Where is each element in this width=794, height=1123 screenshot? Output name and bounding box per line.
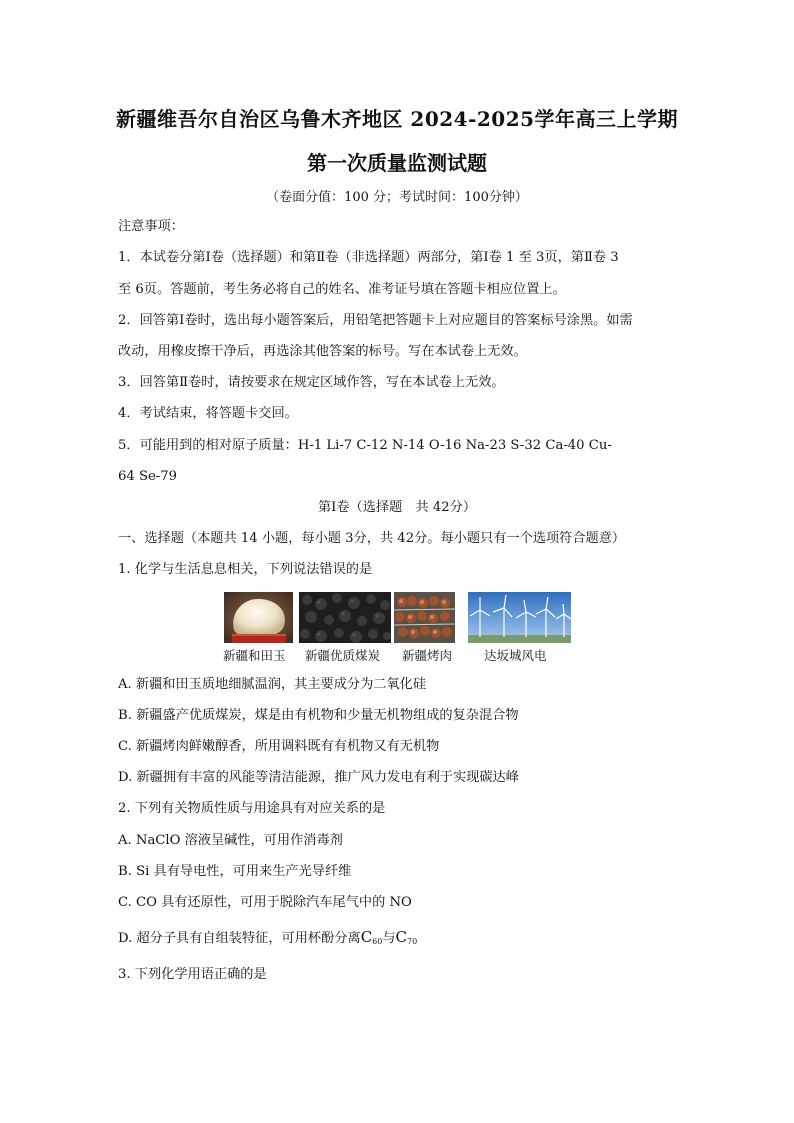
caption-jade: 新疆和田玉 xyxy=(223,648,286,663)
note-line: 4．考试结束，将答题卡交回。 xyxy=(118,406,298,421)
carbon-symbol: C xyxy=(360,928,373,946)
option-d-text: D. 超分子具有自组装特征，可用杯酚分离 xyxy=(118,931,361,946)
kebab-image xyxy=(394,592,455,643)
note-line: 改动，用橡皮擦干净后，再选涂其他答案的标号。写在本试卷上无效。 xyxy=(118,344,527,359)
question-1-option-d: D. 新疆拥有丰富的风能等清洁能源，推广风力发电有利于实现碳达峰 xyxy=(118,770,519,785)
question-2-stem: 2. 下列有关物质性质与用途具有对应关系的是 xyxy=(118,801,386,816)
question-2-option-a: A. NaClO 溶液呈碱性，可用作消毒剂 xyxy=(118,833,343,848)
caption-coal: 新疆优质煤炭 xyxy=(305,648,381,663)
note-line: 3．回答第Ⅱ卷时，请按要求在规定区域作答，写在本试卷上无效。 xyxy=(118,375,505,390)
jade-image xyxy=(224,592,293,643)
question-3-stem: 3. 下列化学用语正确的是 xyxy=(118,967,267,982)
note-line: 64 Se-79 xyxy=(118,469,178,484)
question-2-option-b: B. Si 具有导电性，可用来生产光导纤维 xyxy=(118,864,352,879)
question-1-option-b: B. 新疆盛产优质煤炭，煤是由有机物和少量无机物组成的复杂混合物 xyxy=(118,708,519,723)
exam-title-line2: 第一次质量监测试题 xyxy=(307,151,487,175)
caption-wind-power: 达坂城风电 xyxy=(484,648,547,663)
wind-farm-image xyxy=(468,592,571,643)
question-1-option-a: A. 新疆和田玉质地细腻温润，其主要成分为二氧化硅 xyxy=(118,677,427,692)
option-d-connector: 与 xyxy=(382,931,396,946)
c60-subscript: 60 xyxy=(372,937,383,946)
section-instruction: 一、选择题（本题共 14 小题，每小题 3分，共 42分。每小题只有一个选项符合题意） xyxy=(118,531,626,546)
question-1-option-c: C. 新疆烤肉鲜嫩醇香，所用调料既有有机物又有无机物 xyxy=(118,739,440,754)
coal-image xyxy=(299,592,391,643)
note-line: 1．本试卷分第Ⅰ卷（选择题）和第Ⅱ卷（非选择题）两部分，第Ⅰ卷 1 至 3页，第Ⅱ卷 3 xyxy=(118,250,619,265)
note-line: 2．回答第Ⅰ卷时，选出每小题答案后，用铅笔把答题卡上对应题目的答案标号涂黑。如需 xyxy=(118,313,633,328)
note-line: 至 6页。答题前，考生务必将自己的姓名、准考证号填在答题卡相应位置上。 xyxy=(118,282,566,297)
exam-subtitle: （卷面分值：100 分；考试时间：100分钟） xyxy=(266,190,528,205)
section-title: 第Ⅰ卷（选择题 共 42分） xyxy=(317,500,477,515)
question-2-option-c: C. CO 具有还原性，可用于脱除汽车尾气中的 NO xyxy=(118,895,412,910)
question-1-stem: 1. 化学与生活息息相关，下列说法错误的是 xyxy=(118,562,373,577)
exam-title-line1: 新疆维吾尔自治区乌鲁木齐地区 2024-2025学年高三上学期 xyxy=(115,107,679,131)
c70-subscript: 70 xyxy=(407,937,418,946)
caption-kebab: 新疆烤肉 xyxy=(402,648,453,663)
carbon-symbol: C xyxy=(395,928,408,946)
question-2-option-d xyxy=(118,928,678,951)
notes-heading: 注意事项： xyxy=(118,219,184,234)
note-line: 5．可能用到的相对原子质量：H-1 Li-7 C-12 N-14 O-16 Na-23 S-32 Ca-40 Cu- xyxy=(118,438,612,453)
